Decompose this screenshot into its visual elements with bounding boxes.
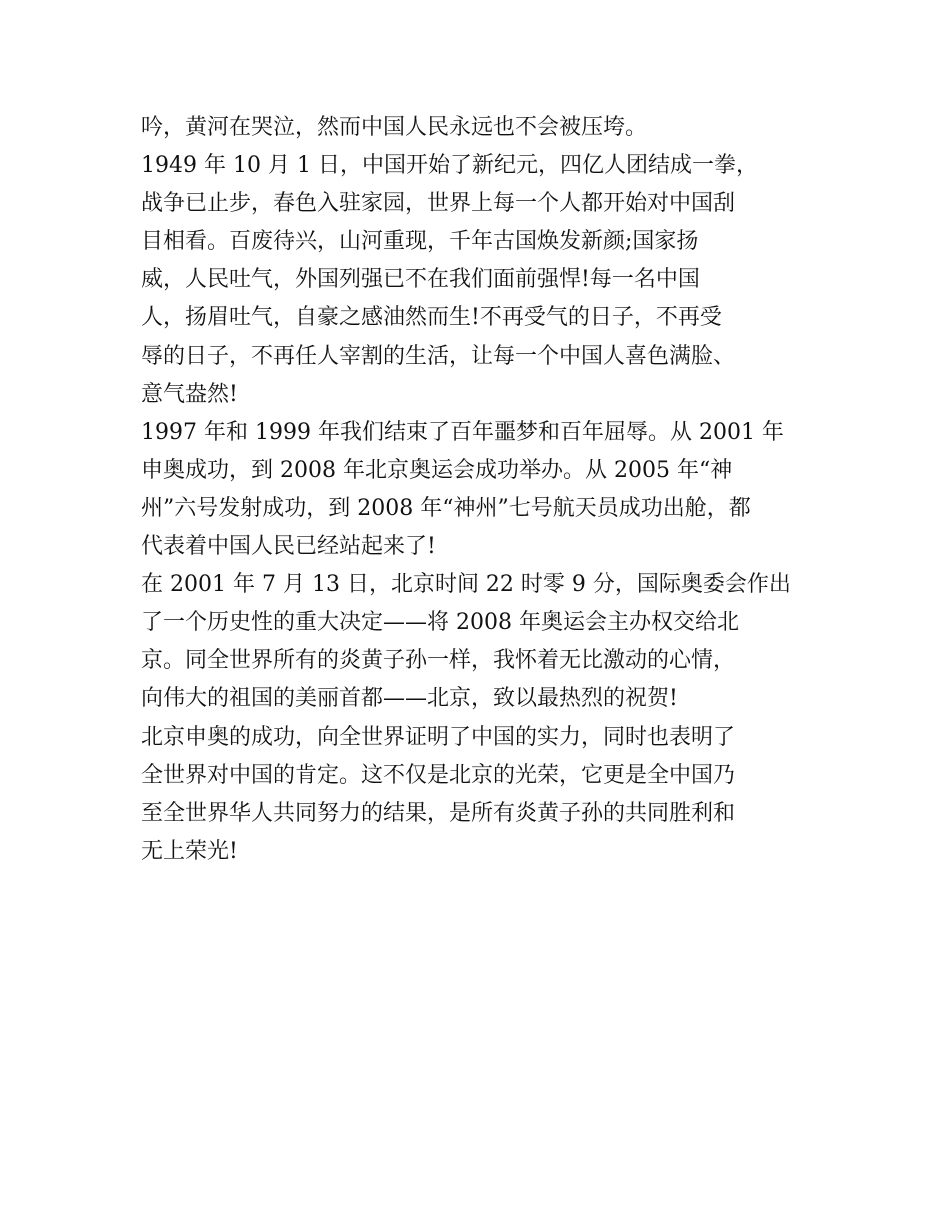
text-line: 在 2001 年 7 月 13 日，北京时间 22 时零 9 分，国际奥委会作出 — [141, 572, 791, 598]
text-line: 州”六号发射成功，到 2008 年“神州”七号航天员成功出舱，都 — [141, 495, 751, 521]
text-line: 了一个历史性的重大决定——将 2008 年奥运会主办权交给北 — [141, 610, 739, 636]
text-line: 申奥成功，到 2008 年北京奥运会成功举办。从 2005 年“神 — [141, 457, 733, 483]
document-body — [141, 109, 821, 871]
text-line: 向伟大的祖国的美丽首都——北京，致以最热烈的祝贺! — [141, 686, 678, 712]
text-line: 代表着中国人民已经站起来了! — [141, 534, 436, 560]
text-line: 吟，黄河在哭泣，然而中国人民永远也不会被压垮。 — [141, 115, 648, 140]
text-line: 目相看。百废待兴，山河重现，千年古国焕发新颜;国家扬 — [141, 229, 699, 255]
text-line: 1949 年 10 月 1 日，中国开始了新纪元，四亿人团结成一拳， — [141, 153, 758, 179]
text-line: 京。同全世界所有的炎黄子孙一样，我怀着无比激动的心情， — [141, 648, 736, 674]
text-line: 至全世界华人共同努力的结果，是所有炎黄子孙的共同胜利和 — [141, 800, 736, 826]
text-line: 辱的日子，不再任人宰割的生活，让每一个中国人喜色满脸、 — [141, 343, 736, 369]
text-line: 无上荣光! — [141, 838, 238, 864]
text-line: 威，人民吐气，外国列强已不在我们面前强悍!每一名中国 — [141, 267, 700, 293]
text-line: 战争已止步，春色入驻家园，世界上每一个人都开始对中国刮 — [141, 191, 736, 217]
text-line: 北京申奥的成功，向全世界证明了中国的实力，同时也表明了 — [141, 724, 736, 750]
text-line: 意气盎然! — [141, 381, 238, 407]
text-line: 1997 年和 1999 年我们结束了百年噩梦和百年屈辱。从 2001 年 — [141, 419, 784, 445]
text-line: 人，扬眉吐气，自豪之感油然而生!不再受气的日子，不再受 — [141, 305, 722, 331]
text-line: 全世界对中国的肯定。这不仅是北京的光荣，它更是全中国乃 — [141, 762, 736, 788]
